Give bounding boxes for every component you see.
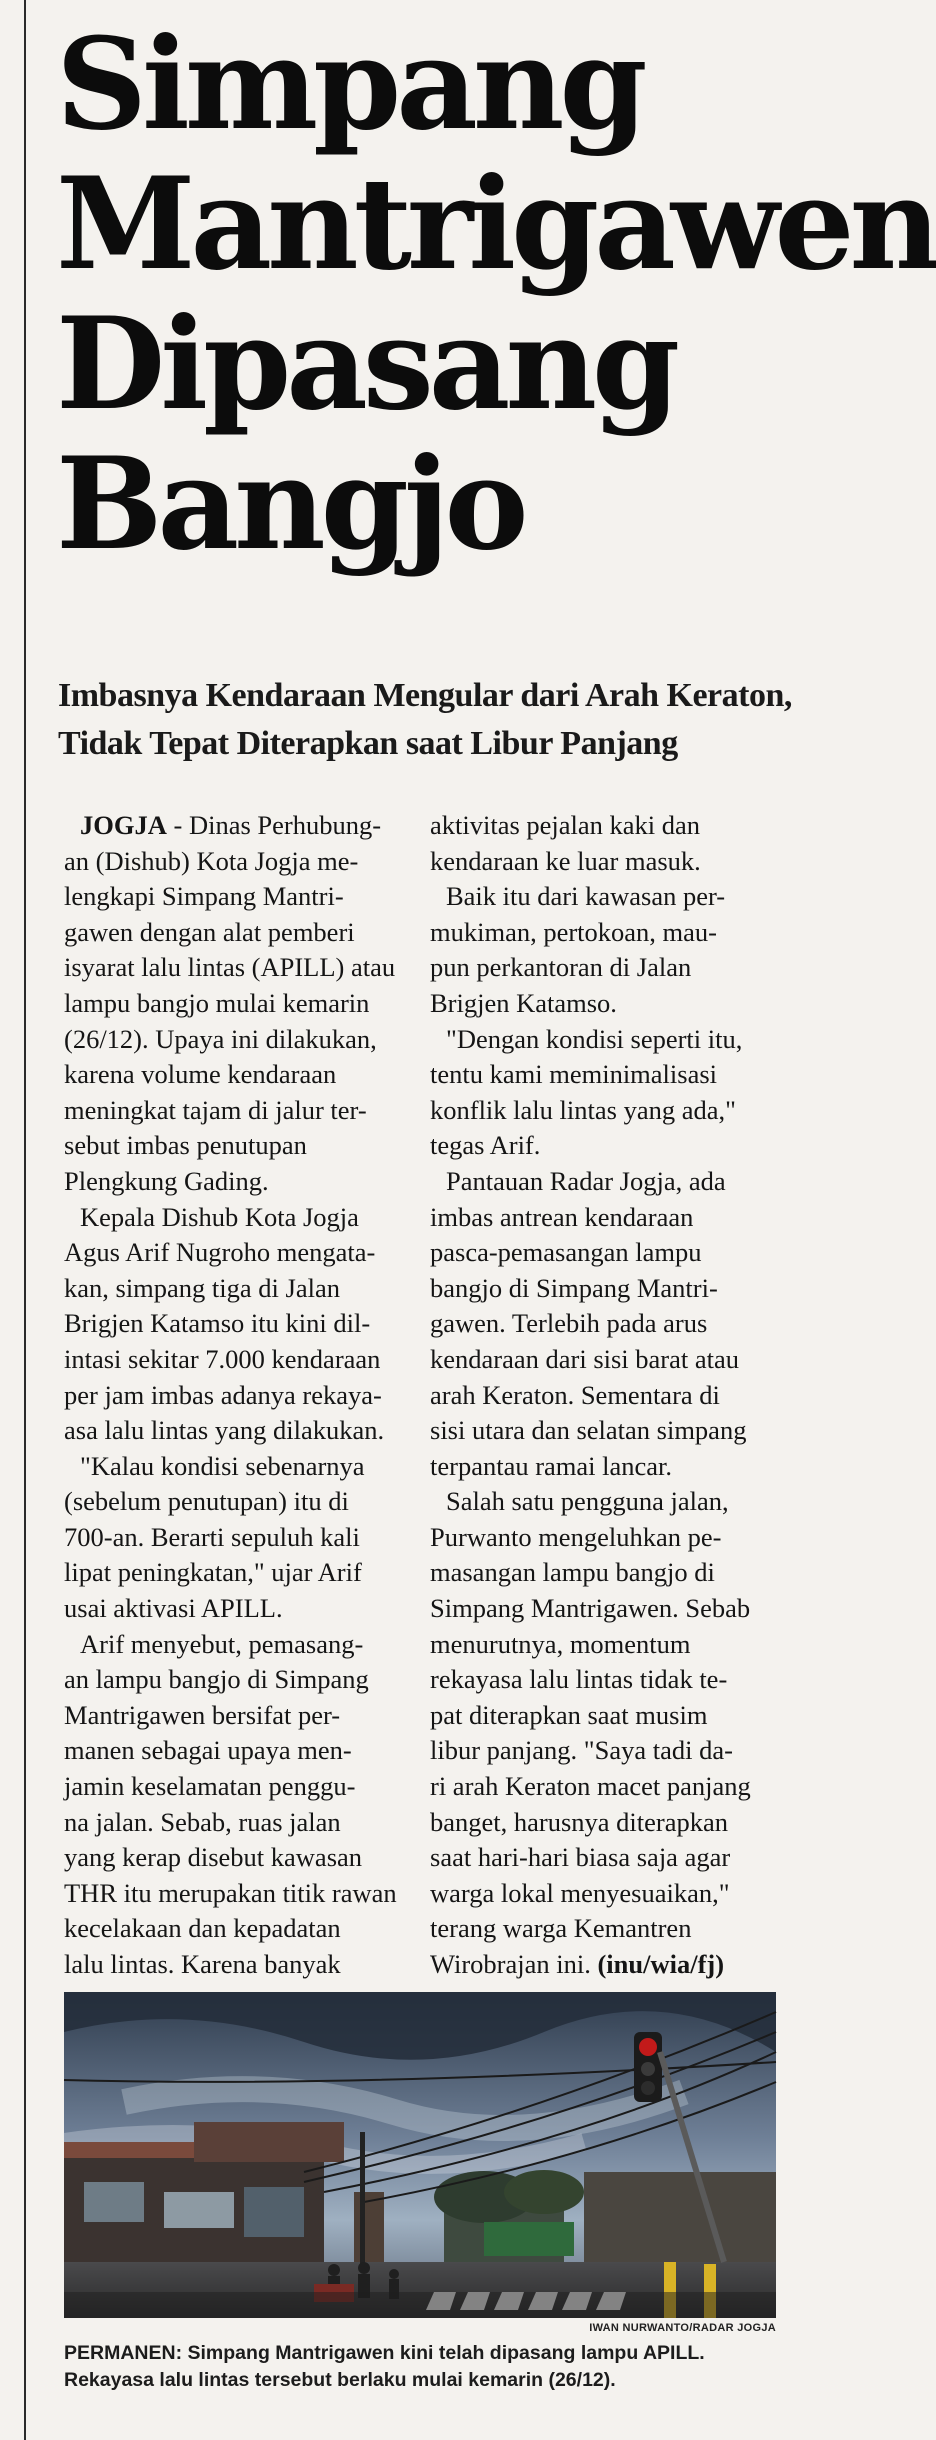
article-line: saat hari-hari biasa saja agar xyxy=(430,1842,731,1873)
headline-line: Mantrigawen xyxy=(56,150,936,298)
article-line: kendaraan dari sisi barat atau xyxy=(430,1343,740,1374)
foreground-shadow xyxy=(64,2292,776,2318)
article-line: 700-an. Berarti sepuluh kali xyxy=(64,1521,360,1552)
article-line: masangan lampu bangjo di xyxy=(430,1557,715,1588)
article-line: tentu kami meminimalisasi xyxy=(430,1059,718,1090)
shop-window xyxy=(164,2192,234,2228)
article-line: Brigjen Katamso. xyxy=(430,987,617,1018)
tree-canopy xyxy=(504,2170,584,2214)
byline-tag: (inu/wia/fj) xyxy=(590,1949,725,1979)
article-line: tegas Arif. xyxy=(430,1130,541,1161)
article-line: usai aktivasi APILL. xyxy=(64,1593,283,1624)
article-line: (sebelum penutupan) itu di xyxy=(64,1486,349,1517)
headline-line: Dipasang xyxy=(56,290,676,438)
article-line: gawen. Terlebih pada arus xyxy=(430,1308,708,1339)
article-line: lalu lintas. Karena banyak xyxy=(64,1949,341,1979)
caption-line: PERMANEN: Simpang Mantrigawen kini telah dipasang lampu APILL. xyxy=(64,2342,705,2364)
article-line: ri arah Keraton macet panjang xyxy=(430,1771,751,1802)
article-line: Plengkung Gading. xyxy=(64,1165,269,1196)
article-line: lengkapi Simpang Mantri- xyxy=(64,881,344,912)
building-right xyxy=(584,2172,776,2272)
news-photo xyxy=(64,1992,776,2318)
article-line: rekayasa lalu lintas tidak te- xyxy=(430,1664,728,1695)
article-line: "Dengan kondisi seperti itu, xyxy=(446,1023,743,1054)
article-line: "Kalau kondisi sebenarnya xyxy=(80,1450,365,1481)
article-line: an (Dishub) Kota Jogja me- xyxy=(64,845,359,876)
article-line: Pantauan Radar Jogja, ada xyxy=(446,1165,726,1196)
article-line: pat diterapkan saat musim xyxy=(430,1699,708,1730)
article-line: aktivitas pejalan kaki dan xyxy=(430,810,701,840)
utility-pole xyxy=(360,2132,365,2272)
headline xyxy=(56,10,936,578)
article-line: (26/12). Upaya ini dilakukan, xyxy=(64,1023,377,1054)
article-line: Baik itu dari kawasan per- xyxy=(446,881,726,912)
article-line: meningkat tajam di jalur ter- xyxy=(64,1094,367,1125)
column-rule xyxy=(24,0,26,2440)
article-line: terang warga Kemantren xyxy=(430,1913,692,1944)
article-line: libur panjang. "Saya tadi da- xyxy=(430,1735,733,1766)
shop-window xyxy=(84,2182,144,2222)
article-line: warga lokal menyesuaikan," xyxy=(430,1877,730,1908)
photo-credit: IWAN NURWANTO/RADAR JOGJA xyxy=(589,2322,776,2334)
article-line: pun perkantoran di Jalan xyxy=(430,952,692,983)
article-line: arah Keraton. Sementara di xyxy=(430,1379,720,1410)
caption-line: Rekayasa lalu lintas tersebut berlaku mulai kemarin (26/12). xyxy=(64,2369,616,2391)
article-line: imbas antrean kendaraan xyxy=(430,1201,694,1232)
article-line: mukiman, pertokoan, mau- xyxy=(430,916,718,947)
article-line: kendaraan ke luar masuk. xyxy=(430,845,701,876)
article-line: banget, harusnya diterapkan xyxy=(430,1806,729,1837)
signal-green-lamp xyxy=(641,2081,655,2095)
article-line: Purwanto mengeluhkan pe- xyxy=(430,1521,722,1552)
dateline: JOGJA xyxy=(80,810,167,840)
headline-line: Bangjo xyxy=(56,430,524,578)
article-line: menurutnya, momentum xyxy=(430,1628,691,1659)
article-line: bangjo di Simpang Mantri- xyxy=(430,1272,718,1303)
article-line: terpantau ramai lancar. xyxy=(430,1450,673,1481)
photo-caption xyxy=(64,2340,784,2394)
article-line: manen sebagai upaya men- xyxy=(64,1735,352,1766)
article-line: kan, simpang tiga di Jalan xyxy=(64,1272,340,1303)
article-line: intasi sekitar 7.000 kendaraan xyxy=(64,1343,381,1374)
article-line: Kepala Dishub Kota Jogja xyxy=(80,1201,359,1232)
article-line: per jam imbas adanya rekaya- xyxy=(64,1379,382,1410)
article-line: THR itu merupakan titik rawan xyxy=(64,1877,397,1908)
caption-label: PERMANEN: xyxy=(64,2342,183,2364)
headline-line: Simpang xyxy=(56,10,643,158)
article-line: sisi utara dan selatan simpang xyxy=(430,1415,747,1446)
article-line: lipat peningkatan," ujar Arif xyxy=(64,1557,362,1588)
article-line: Wirobrajan ini. (inu/wia/fj) xyxy=(430,1949,725,1979)
article-line: gawen dengan alat pemberi xyxy=(64,916,355,947)
article-line: na jalan. Sebab, ruas jalan xyxy=(64,1806,341,1837)
article-line: lampu bangjo mulai kemarin xyxy=(64,987,370,1018)
shop-window xyxy=(244,2187,304,2237)
article-line: sebut imbas penutupan xyxy=(64,1130,307,1161)
article-line: JOGJA - Dinas Perhubung- xyxy=(80,810,382,840)
article-line: pasca-pemasangan lampu xyxy=(430,1237,702,1268)
article-line: Brigjen Katamso itu kini dil- xyxy=(64,1308,371,1339)
street-scene-illustration xyxy=(64,1992,776,2318)
article-line: karena volume kendaraan xyxy=(64,1059,337,1090)
article-line: yang kerap disebut kawasan xyxy=(64,1842,363,1873)
article-line: konflik lalu lintas yang ada," xyxy=(430,1094,736,1125)
subheadline-line: Imbasnya Kendaraan Mengular dari Arah Keraton, xyxy=(58,677,792,714)
article-line: Arif menyebut, pemasang- xyxy=(80,1628,364,1659)
signal-red-lamp xyxy=(639,2038,657,2056)
article-line: asa lalu lintas yang dilakukan. xyxy=(64,1415,385,1446)
subheadline-line: Tidak Tepat Diterapkan saat Libur Panjang xyxy=(58,725,678,762)
subheadline xyxy=(58,672,818,768)
article-line: an lampu bangjo di Simpang xyxy=(64,1664,369,1695)
article-line: Mantrigawen bersifat per- xyxy=(64,1699,341,1730)
article-line: jamin keselamatan penggu- xyxy=(64,1771,356,1802)
article-line: isyarat lalu lintas (APILL) atau xyxy=(64,952,396,983)
green-bus xyxy=(484,2222,574,2256)
article-column-right xyxy=(430,808,782,1983)
roof-tiles xyxy=(194,2122,344,2162)
article-line: Simpang Mantrigawen. Sebab xyxy=(430,1593,751,1624)
article-line: kecelakaan dan kepadatan xyxy=(64,1913,341,1944)
article-line: Salah satu pengguna jalan, xyxy=(446,1486,729,1517)
article-line: Agus Arif Nugroho mengata- xyxy=(64,1237,376,1268)
signal-amber-lamp xyxy=(641,2062,655,2076)
article-column-left xyxy=(64,808,408,1983)
